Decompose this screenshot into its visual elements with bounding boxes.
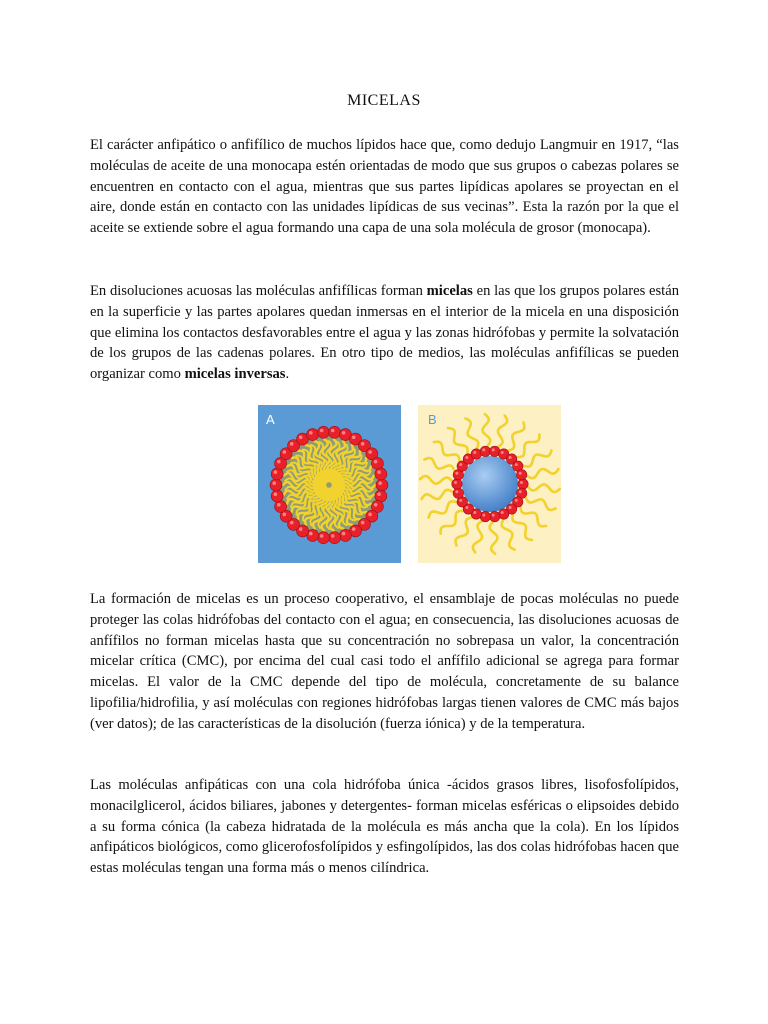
polar-head — [480, 446, 490, 456]
panel-a-label: A — [266, 412, 275, 427]
polar-head — [270, 479, 282, 491]
polar-head — [375, 468, 387, 480]
bold-term: micelas — [426, 283, 473, 299]
polar-head — [307, 429, 319, 441]
text-segment: En disoluciones acuosas las moléculas anfifílicas forman — [90, 283, 427, 299]
polar-head — [275, 501, 287, 513]
polar-head — [317, 426, 329, 438]
panel-b-label: B — [428, 412, 437, 427]
text-segment: La formación de micelas es un proceso cooperativo, el ensamblaje de pocas moléculas no puede proteger las colas hidrófobas del contacto con el agua; en consecuencia, las disoluciones acuosas de anfífilos no forman micelas hasta que su concentración no sobrepasa un valor, la concentración micelar crítica (CMC), por encima del cual casi todo el anfífilo adicional se agrega para formar micelas. El valor de la CMC depende del tipo de molécula, concretamente de su balance lipofilia/hidrofilia, y así moléculas con regiones hidrófobas largas tienen valores de CMC más bajos (ver datos); de las características de la disolución (fuerza iónica) y de la temperatura. — [90, 591, 679, 732]
polar-head — [516, 470, 526, 480]
text-segment: El carácter anfipático o anfifílico de muchos lípidos hace que, como dedujo Langmuir en 1917, “las moléculas de aceite de una monocapa estén orientadas de modo que sus grupos o cabezas polares se encuentren en contacto con el agua, mientras que sus partes lipídicas apolares se proyectan en el aire, donde están en contacto con las unidades lipídicas de sus vecinas”. Esta la razón por la que el aceite se extiende sobre el agua formando una capa de una sola molécula de grosor (monocapa). — [90, 137, 679, 237]
polar-head — [317, 532, 329, 544]
polar-head — [376, 479, 388, 491]
bold-term: micelas inversas — [184, 366, 286, 383]
page-title: MICELAS — [347, 92, 421, 109]
polar-head — [271, 490, 283, 502]
polar-head — [329, 426, 341, 438]
micelle-panel-a — [258, 405, 401, 563]
micelle-panel-b — [418, 405, 561, 563]
polar-head — [371, 457, 383, 469]
polar-head — [518, 479, 528, 489]
polar-head — [329, 532, 341, 544]
paragraph-cmc — [90, 589, 679, 735]
paragraph-anfipaticas — [90, 775, 679, 879]
polar-head — [452, 479, 462, 489]
polar-head — [271, 468, 283, 480]
reverse-micelle-core — [462, 456, 518, 512]
polar-head — [489, 511, 499, 521]
micelle-figure — [258, 405, 561, 563]
polar-head — [453, 488, 463, 498]
text-segment: . — [285, 366, 290, 383]
paragraph-langmuir — [90, 135, 679, 239]
paragraph-micelas — [90, 281, 679, 385]
text-segment: Las moléculas anfipáticas con una cola hidrófoba única -ácidos grasos libres, lisofosfolípidos, monacilglicerol, ácidos biliares, jabones y detergentes- forman micelas esféricas o elipsoides debido a su forma cónica (la cabeza hidratada de la molécula es más ancha que la cola). En los lípidos anfipáticos biológicos, como glicerofosfolípidos y esfingolípidos, las dos colas hidrófobas hacen que estas moléculas tengan una forma más o menos cilíndrica. — [90, 777, 679, 877]
polar-head — [339, 529, 351, 541]
text-segment: en las que los grupos polares están en la superficie y las partes apolares quedan inmersas en el interior de la micela en una disposición que elimina los contactos desfavorables entre el agua y las zonas hidrófobas y permite la solvatación de los grupos de las cadenas polares. En otro tipo de medios, las moléculas anfifílicas se pueden organizar como — [90, 283, 679, 383]
polar-head — [375, 490, 387, 502]
